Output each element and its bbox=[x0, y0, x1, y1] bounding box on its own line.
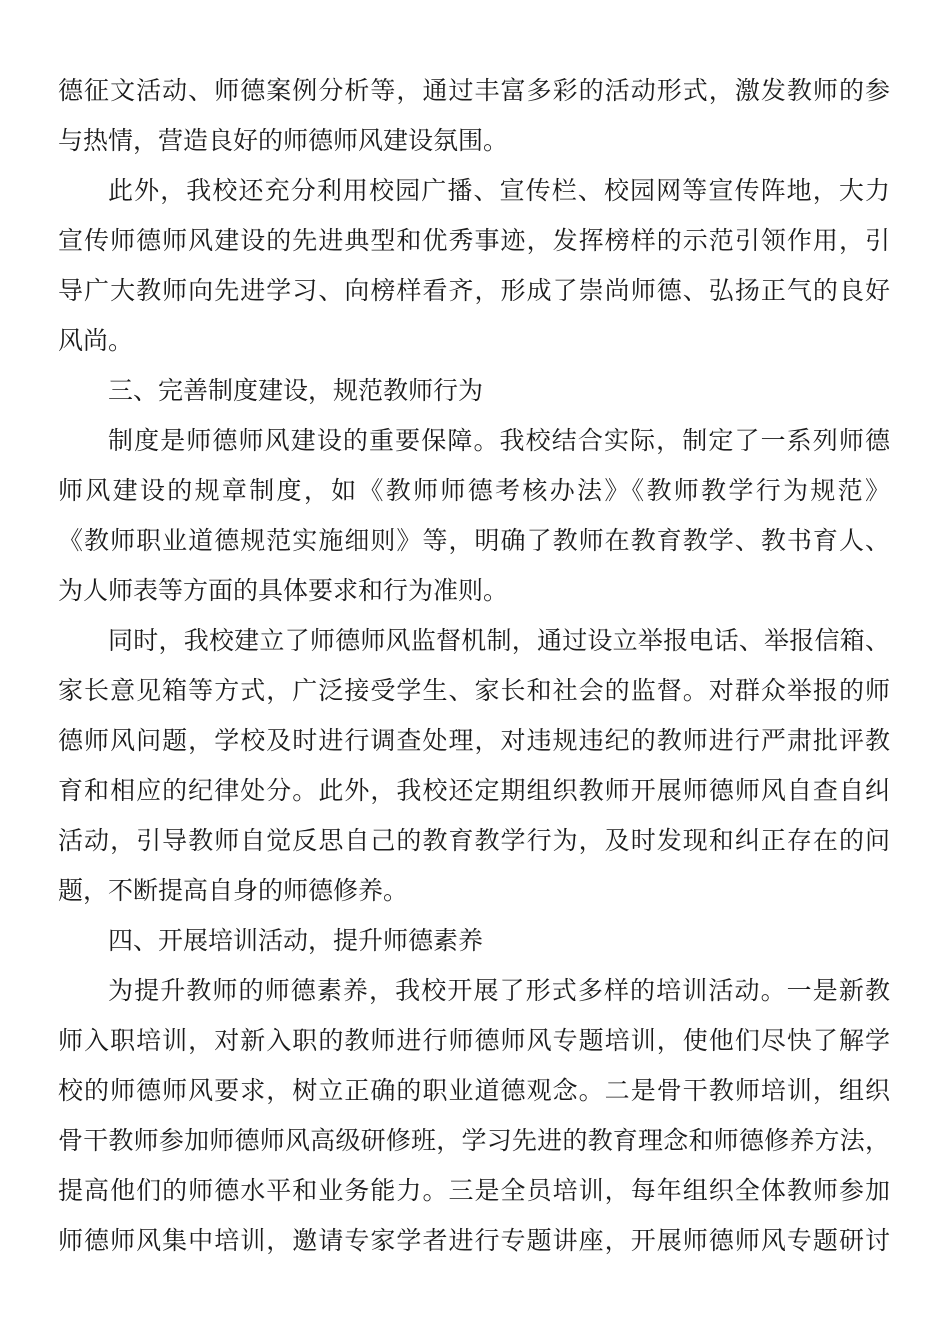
paragraph-first-line: 同时，我校建立了师德师风监督机制，通过设立举报电话、举报信箱、 bbox=[108, 626, 890, 655]
paragraph-line: 《教师职业道德规范实施细则》等，明确了教师在教育教学、教书育人、 bbox=[58, 526, 890, 555]
paragraph-line: 提高他们的师德水平和业务能力。三是全员培训，每年组织全体教师参加 bbox=[58, 1176, 890, 1205]
paragraph-line: 德征文活动、师德案例分析等，通过丰富多彩的活动形式，激发教师的参 bbox=[58, 76, 890, 105]
paragraph-line: 活动，引导教师自觉反思自己的教育教学行为，及时发现和纠正存在的问 bbox=[58, 826, 890, 855]
document-page bbox=[58, 66, 890, 1266]
paragraph-line: 导广大教师向先进学习、向榜样看齐，形成了崇尚师德、弘扬正气的良好 bbox=[58, 276, 890, 305]
paragraph-first-line: 此外，我校还充分利用校园广播、宣传栏、校园网等宣传阵地，大力 bbox=[108, 176, 890, 205]
paragraph-line: 风尚。 bbox=[58, 326, 134, 355]
paragraph-line: 与热情，营造良好的师德师风建设氛围。 bbox=[58, 126, 509, 155]
paragraph-line: 育和相应的纪律处分。此外，我校还定期组织教师开展师德师风自查自纠 bbox=[58, 776, 890, 805]
paragraph-line: 家长意见箱等方式，广泛接受学生、家长和社会的监督。对群众举报的师 bbox=[58, 676, 890, 705]
paragraph-line: 宣传师德师风建设的先进典型和优秀事迹，发挥榜样的示范引领作用，引 bbox=[58, 226, 890, 255]
section-heading: 四、开展培训活动，提升师德素养 bbox=[108, 926, 484, 955]
paragraph-line: 德师风问题，学校及时进行调查处理，对违规违纪的教师进行严肃批评教 bbox=[58, 726, 890, 755]
paragraph-line: 师风建设的规章制度，如《教师师德考核办法》《教师教学行为规范》 bbox=[58, 476, 890, 505]
paragraph-first-line: 为提升教师的师德素养，我校开展了形式多样的培训活动。一是新教 bbox=[108, 976, 890, 1005]
section-heading: 三、完善制度建设，规范教师行为 bbox=[108, 376, 484, 405]
paragraph-line: 为人师表等方面的具体要求和行为准则。 bbox=[58, 576, 509, 605]
paragraph-line: 题，不断提高自身的师德修养。 bbox=[58, 876, 409, 905]
paragraph-line: 校的师德师风要求，树立正确的职业道德观念。二是骨干教师培训，组织 bbox=[58, 1076, 890, 1105]
paragraph-first-line: 制度是师德师风建设的重要保障。我校结合实际，制定了一系列师德 bbox=[108, 426, 890, 455]
paragraph-line: 师德师风集中培训，邀请专家学者进行专题讲座，开展师德师风专题研讨 bbox=[58, 1226, 890, 1255]
paragraph-line: 骨干教师参加师德师风高级研修班，学习先进的教育理念和师德修养方法， bbox=[58, 1126, 890, 1155]
paragraph-line: 师入职培训，对新入职的教师进行师德师风专题培训，使他们尽快了解学 bbox=[58, 1026, 890, 1055]
